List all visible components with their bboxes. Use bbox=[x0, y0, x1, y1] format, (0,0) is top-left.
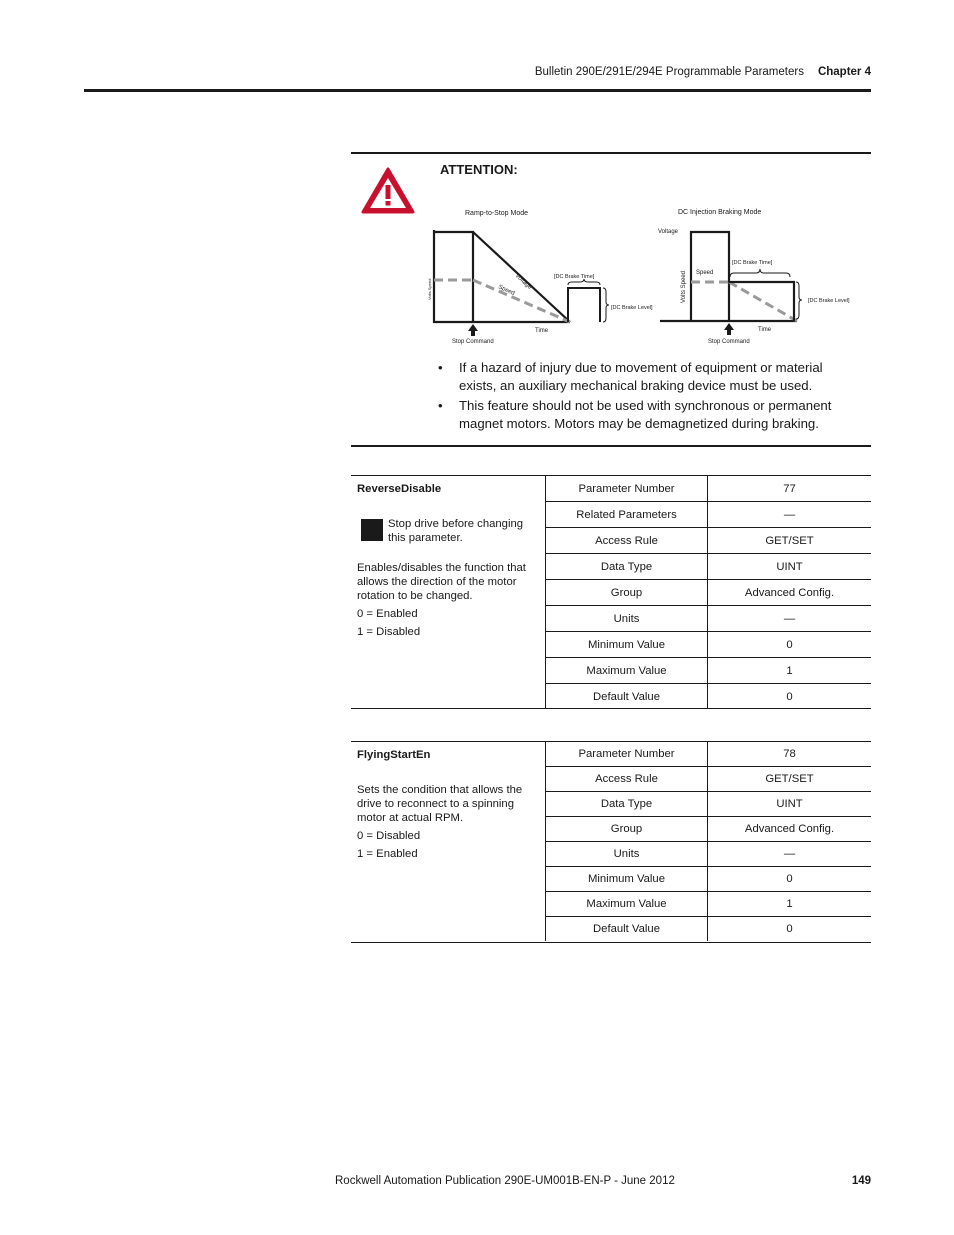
parameter-description bbox=[357, 482, 541, 639]
table-row bbox=[546, 767, 872, 792]
table-row bbox=[546, 917, 872, 942]
row-value: 77 bbox=[708, 476, 872, 502]
dc-speed-label: Speed bbox=[696, 270, 714, 276]
attention-bullet: • This feature should not be used with synchronous or permanent magnet motors. Motors may be demagnetized during braking. bbox=[438, 398, 832, 431]
table-row bbox=[546, 867, 872, 892]
header-rule bbox=[84, 89, 871, 92]
table-row bbox=[546, 580, 872, 606]
row-value: GET/SET bbox=[708, 767, 872, 792]
row-key: Default Value bbox=[546, 917, 708, 942]
row-value: 78 bbox=[708, 742, 872, 767]
row-key: Access Rule bbox=[546, 767, 708, 792]
header-chapter: Chapter 4 bbox=[817, 66, 871, 78]
row-value: 1 bbox=[708, 658, 872, 684]
parameter-description bbox=[357, 748, 541, 861]
row-key: Maximum Value bbox=[546, 892, 708, 917]
row-value: 1 bbox=[708, 892, 872, 917]
dc-injection-title: DC Injection Braking Mode bbox=[678, 209, 762, 216]
row-value: — bbox=[708, 502, 872, 528]
dc-brake-level-label: [DC Brake Level] bbox=[611, 305, 653, 311]
table-row bbox=[546, 684, 872, 710]
left-axis-label: Volts Speed bbox=[427, 278, 432, 300]
row-key: Data Type bbox=[546, 792, 708, 817]
parameter-value-1: 1 = Disabled bbox=[357, 626, 421, 638]
row-key: Parameter Number bbox=[546, 476, 708, 502]
attention-bottom-rule bbox=[351, 445, 871, 447]
stop-command-arrow-icon bbox=[468, 324, 478, 336]
parameter-table bbox=[545, 742, 871, 941]
row-value: UINT bbox=[708, 554, 872, 580]
parameter-block-flying-start-en bbox=[351, 741, 871, 943]
header-title: Bulletin 290E/291E/294E Programmable Parameters bbox=[534, 66, 804, 78]
row-value: Advanced Config. bbox=[708, 817, 872, 842]
dc-brake-time-brace-right bbox=[730, 269, 790, 277]
attention-top-rule bbox=[351, 152, 871, 154]
attention-bullets bbox=[438, 359, 858, 435]
row-value: UINT bbox=[708, 792, 872, 817]
right-voltage-block bbox=[691, 232, 729, 321]
dc-brake-time-label: [DC Brake Time] bbox=[554, 274, 595, 280]
row-key: Minimum Value bbox=[546, 632, 708, 658]
parameter-value-1: 1 = Enabled bbox=[357, 848, 418, 860]
left-dc-brake-block bbox=[568, 288, 600, 322]
dc-brake-level-label-right: [DC Brake Level] bbox=[808, 298, 850, 304]
stop-command-arrow-icon-right bbox=[724, 323, 734, 335]
dc-brake-level-brace bbox=[603, 288, 609, 322]
page-number: 149 bbox=[851, 1175, 871, 1187]
table-row bbox=[546, 502, 872, 528]
dc-speed-ramp-line bbox=[729, 282, 797, 321]
parameter-description-text: Enables/disables the function that allows the direction of the motor rotation to be changed. bbox=[357, 562, 526, 602]
parameter-block-reverse-disable bbox=[351, 475, 871, 709]
row-key: Group bbox=[546, 580, 708, 606]
row-key: Related Parameters bbox=[546, 502, 708, 528]
dc-brake-time-label-right: [DC Brake Time] bbox=[732, 260, 773, 266]
speed-label: Speed bbox=[497, 284, 516, 297]
row-key: Group bbox=[546, 817, 708, 842]
table-row bbox=[546, 632, 872, 658]
left-voltage-block bbox=[434, 232, 473, 322]
row-key: Minimum Value bbox=[546, 867, 708, 892]
warning-triangle-icon bbox=[360, 166, 416, 216]
footer-publication: Rockwell Automation Publication 290E-UM001B-EN-P - June 2012 bbox=[335, 1175, 675, 1187]
row-value: GET/SET bbox=[708, 528, 872, 554]
row-value: Advanced Config. bbox=[708, 580, 872, 606]
row-value: 0 bbox=[708, 632, 872, 658]
time-label: Time bbox=[535, 328, 549, 334]
row-value: 0 bbox=[708, 917, 872, 942]
attention-bullet: • If a hazard of injury due to movement of equipment or material exists, an auxiliary mechanical braking device must be used. bbox=[438, 360, 823, 393]
right-axis-label: Volts Speed bbox=[681, 270, 687, 303]
table-row bbox=[546, 742, 872, 767]
row-key: Maximum Value bbox=[546, 658, 708, 684]
left-axes bbox=[434, 230, 570, 322]
parameter-description-text: Sets the condition that allows the drive to reconnect to a spinning motor at actual RPM. bbox=[357, 784, 523, 824]
row-key: Default Value bbox=[546, 684, 708, 710]
stop-command-label-right: Stop Command bbox=[708, 339, 750, 345]
row-value: 0 bbox=[708, 867, 872, 892]
parameter-table bbox=[545, 476, 871, 709]
running-header bbox=[535, 66, 871, 78]
row-value: — bbox=[708, 842, 872, 867]
row-key: Access Rule bbox=[546, 528, 708, 554]
row-value: 0 bbox=[708, 684, 872, 710]
dc-brake-level-brace-right bbox=[796, 282, 802, 319]
row-value: — bbox=[708, 606, 872, 632]
parameter-name: FlyingStartEn bbox=[357, 749, 431, 761]
speed-ramp-line bbox=[473, 280, 570, 322]
time-label-right: Time bbox=[758, 327, 772, 333]
parameter-value-0: 0 = Enabled bbox=[357, 608, 418, 620]
table-row bbox=[546, 792, 872, 817]
table-row bbox=[546, 554, 872, 580]
dc-voltage-label: Voltage bbox=[658, 229, 679, 235]
row-key: Parameter Number bbox=[546, 742, 708, 767]
voltage-label: Voltage bbox=[513, 273, 533, 291]
parameter-name: ReverseDisable bbox=[357, 483, 442, 495]
row-key: Data Type bbox=[546, 554, 708, 580]
table-row bbox=[546, 658, 872, 684]
row-key: Units bbox=[546, 842, 708, 867]
braking-mode-diagram bbox=[420, 200, 871, 355]
ramp-to-stop-title: Ramp-to-Stop Mode bbox=[465, 210, 529, 217]
stop-drive-icon bbox=[361, 519, 383, 541]
table-row bbox=[546, 842, 872, 867]
row-key: Units bbox=[546, 606, 708, 632]
table-row bbox=[546, 476, 872, 502]
parameter-value-0: 0 = Disabled bbox=[357, 830, 421, 842]
table-row bbox=[546, 817, 872, 842]
attention-title: ATTENTION: bbox=[440, 162, 518, 177]
table-row bbox=[546, 606, 872, 632]
stop-command-label: Stop Command bbox=[452, 339, 494, 345]
table-row bbox=[546, 528, 872, 554]
table-row bbox=[546, 892, 872, 917]
stop-drive-note: Stop drive before changing this parameter. bbox=[357, 517, 541, 545]
